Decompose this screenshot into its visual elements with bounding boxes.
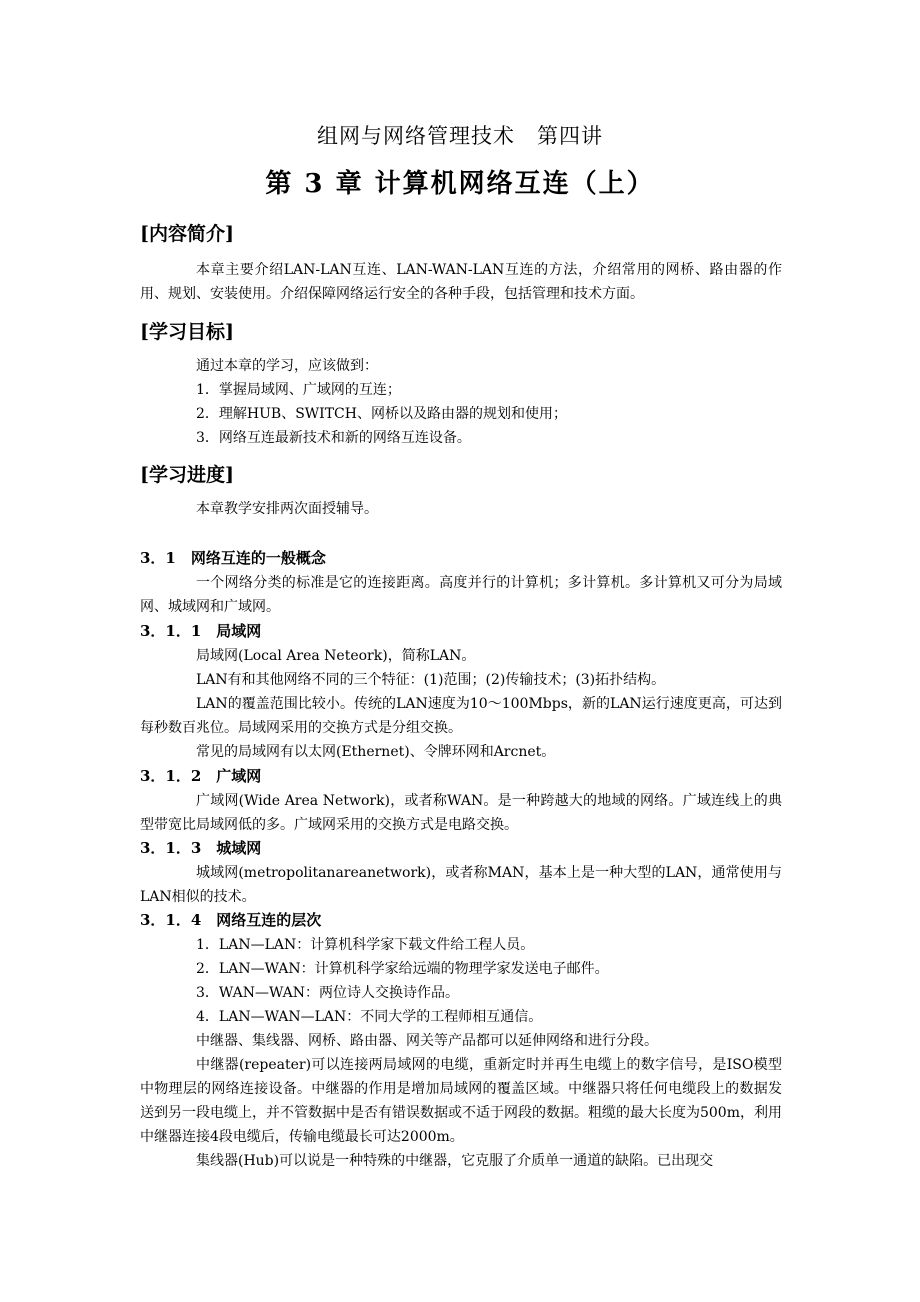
- level-item: 2．LAN—WAN：计算机科学家给远端的物理学家发送电子邮件。: [196, 961, 609, 977]
- section-3-1-4-heading: 3．1．4 网络互连的层次: [140, 911, 322, 929]
- lan-features: LAN有和其他网络不同的三个特征：(1)范围；(2)传输技术；(3)拓扑结构。: [196, 672, 666, 688]
- section-3-1-2-heading: 3．1．2 广域网: [140, 767, 262, 785]
- section-3-1-1-heading: 3．1．1 局域网: [140, 622, 262, 640]
- level-item: 1．LAN—LAN：计算机科学家下载文件给工程人员。: [196, 937, 535, 953]
- lan-examples: 常见的局域网有以太网(Ethernet)、令牌环网和Arcnet。: [196, 744, 556, 760]
- hub-paragraph: 集线器(Hub)可以说是一种特殊的中继器，它克服了介质单一通道的缺陷。已出现交: [196, 1153, 714, 1169]
- level-item: 3．WAN—WAN：两位诗人交换诗作品。: [196, 985, 460, 1001]
- intro-paragraph: 本章主要介绍LAN-LAN互连、LAN-WAN-LAN互连的方法，介绍常用的网桥、路由器的作用、规划、安装使用。介绍保障网络运行安全的各种手段，包括管理和技术方面。: [140, 262, 782, 302]
- section-3-1-paragraph: 一个网络分类的标准是它的连接距离。高度并行的计算机；多计算机。多计算机又可分为局域网、城域网和广域网。: [140, 575, 782, 615]
- goals-heading: [学习目标]: [140, 321, 234, 343]
- chapter-title: 第 3 章 计算机网络互连（上）: [265, 169, 655, 199]
- man-paragraph: 城域网(metropolitanareanetwork)，或者称MAN，基本上是一种大型的LAN，通常使用与LAN相似的技术。: [140, 865, 782, 905]
- repeater-paragraph: 中继器(repeater)可以连接两局域网的电缆，重新定时并再生电缆上的数字信号，是ISO模型中物理层的网络连接设备。中继器的作用是增加局域网的覆盖区域。中继器只将任何电缆段上的数据发送到另一段电缆上，并不管数据中是否有错误数据或不适于网段的数据。粗缆的最大长度为500m，利用中继器连接4段电缆后，传输电缆最长可达2000m。: [140, 1057, 782, 1145]
- intro-heading: [内容简介]: [140, 223, 234, 245]
- goals-item: 1．掌握局域网、广域网的互连；: [196, 382, 401, 398]
- progress-text: 本章教学安排两次面授辅导。: [196, 501, 378, 517]
- wan-paragraph: 广域网(Wide Area Network)，或者称WAN。是一种跨越大的地域的网络。广域连线上的典型带宽比局域网低的多。广域网采用的交换方式是电路交换。: [140, 793, 782, 833]
- goals-lead: 通过本章的学习，应该做到：: [196, 358, 378, 374]
- lecture-subtitle: 组网与网络管理技术 第四讲: [317, 124, 603, 148]
- devices-paragraph: 中继器、集线器、网桥、路由器、网关等产品都可以延伸网络和进行分段。: [196, 1033, 658, 1049]
- section-3-1-heading: 3．1 网络互连的一般概念: [140, 549, 326, 567]
- progress-heading: [学习进度]: [140, 464, 234, 486]
- goals-item: 3．网络互连最新技术和新的网络互连设备。: [196, 430, 471, 446]
- section-3-1-3-heading: 3．1．3 城域网: [140, 839, 262, 857]
- lan-definition: 局域网(Local Area Neteork)，简称LAN。: [196, 648, 476, 664]
- level-item: 4．LAN—WAN—LAN：不同大学的工程师相互通信。: [196, 1009, 543, 1025]
- goals-item: 2．理解HUB、SWITCH、网桥以及路由器的规划和使用；: [196, 406, 567, 422]
- lan-coverage: LAN的覆盖范围比较小。传统的LAN速度为10～100Mbps，新的LAN运行速度更高，可达到每秒数百兆位。局域网采用的交换方式是分组交换。: [140, 696, 782, 736]
